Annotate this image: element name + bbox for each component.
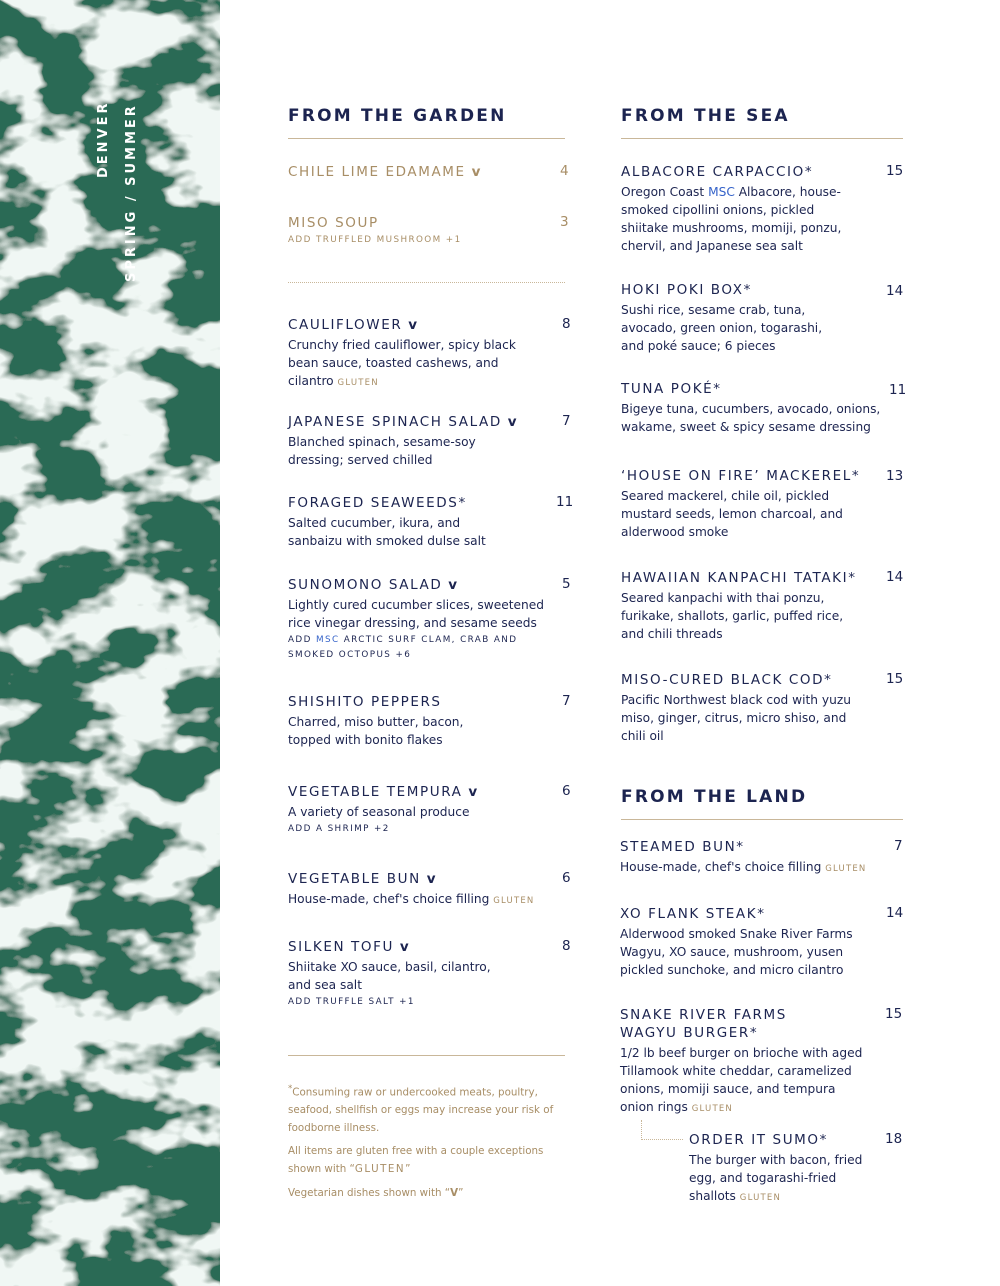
menu-item-spinach-salad [288,413,578,469]
item-price: 11 [889,382,907,398]
item-name: ORDER IT SUMO* [689,1132,828,1148]
msc-label: MSC [315,635,340,645]
item-name: MISO SOUP [288,215,379,231]
menu-item-silken-tofu [288,938,578,1010]
item-addon: ADD MSC ARCTIC SURF CLAM, CRAB AND SMOKED OCTOPUS +6 [288,635,518,660]
item-price: 18 [885,1131,903,1147]
item-price: 4 [560,163,569,179]
vegetarian-mark: v [507,414,517,430]
location-season-label [96,100,146,290]
item-description: House-made, chef's choice filling [620,860,822,874]
menu-item-vegetable-tempura [288,783,578,837]
item-description: Salted cucumber, ikura, and sanbaizu with smoked dulse salt [288,516,486,548]
gluten-tag: GLUTEN [337,378,379,388]
menu-item-order-it-sumo [689,1131,909,1207]
item-name: STEAMED BUN* [620,839,745,855]
item-description: House-made, chef's choice filling [288,892,490,906]
msc-label: MSC [708,185,735,199]
item-name: SHISHITO PEPPERS [288,694,442,710]
item-price: 6 [562,870,571,886]
item-description: Seared kanpachi with thai ponzu, furikake, shallots, garlic, puffed rice, and chili threads [621,591,844,641]
vegetarian-note: Vegetarian dishes shown with “V” [288,1187,464,1199]
menu-item-shishito-peppers [288,693,578,749]
item-price: 11 [556,494,574,510]
item-price: 8 [562,316,571,332]
item-price: 7 [562,413,571,429]
garden-section-title: FROM THE GARDEN [288,106,507,126]
menu-item-xo-flank-steak [620,905,910,979]
notes-rule [288,1055,565,1056]
item-description: Charred, miso butter, bacon, topped with bonito flakes [288,715,464,747]
item-price: 14 [886,905,904,921]
vegetarian-mark: v [408,317,418,333]
item-price: 8 [562,938,571,954]
item-price: 14 [886,283,904,299]
menu-item-hoki-poki-box [621,281,911,355]
item-description: Lightly cured cucumber slices, sweetened rice vinegar dressing, and sesame seeds [288,598,544,630]
item-addon: ADD TRUFFLED MUSHROOM +1 [288,235,462,245]
item-name: VEGETABLE TEMPURA [288,784,463,800]
item-name: ‘HOUSE ON FIRE’ MACKEREL* [621,468,861,484]
item-description: A variety of seasonal produce [288,805,470,819]
sumo-connector [641,1120,683,1140]
ocean-image-strip [0,0,220,1286]
item-description: Seared mackerel, chile oil, pickled mustard seeds, lemon charcoal, and alderwood smoke [621,489,843,539]
menu-item-foraged-seaweeds [288,494,578,550]
vegetarian-mark: v [399,939,409,955]
item-price: 13 [886,468,904,484]
item-price: 7 [562,693,571,709]
item-name: SUNOMONO SALAD [288,577,443,593]
menu-item-edamame [288,163,578,181]
gluten-tag: GLUTEN [825,864,867,874]
item-description: 1/2 lb beef burger on brioche with aged Tillamook white cheddar, caramelized onions, momiji sauce, and tempura onion rings [620,1046,863,1114]
vegetarian-mark: v [468,784,478,800]
item-name: CAULIFLOWER [288,317,403,333]
item-name: TUNA POKÉ* [621,381,722,397]
item-description: Bigeye tuna, cucumbers, avocado, onions, wakame, sweet & spicy sesame dressing [621,402,881,434]
menu-item-albacore-carpaccio [621,163,911,255]
item-description: Blanched spinach, sesame-soy dressing; served chilled [288,435,476,467]
item-name: HOKI POKI BOX* [621,282,752,298]
menu-item-hawaiian-kanpachi-tataki [621,569,911,643]
item-description: Alderwood smoked Snake River Farms Wagyu, XO sauce, mushroom, yusen pickled sunchoke, and micro cilantro [620,927,853,977]
item-description: The burger with bacon, fried egg, and togarashi-fried shallots [689,1153,863,1203]
gluten-tag: GLUTEN [691,1104,733,1114]
menu-item-steamed-bun [620,838,910,878]
sea-section-title: FROM THE SEA [621,106,790,126]
dotted-divider [288,282,565,283]
sea-title-rule [621,138,903,139]
menu-item-house-on-fire-mackerel [621,467,911,541]
garden-title-rule [288,138,565,139]
land-section-title: FROM THE LAND [621,787,808,807]
menu-item-wagyu-burger [620,1006,910,1118]
city-label: DENVER [96,100,111,178]
raw-food-warning: *Consuming raw or undercooked meats, poultry, seafood, shellfish or eggs may increase your risk of foodborne illness. [288,1084,554,1135]
item-name: SNAKE RIVER FARMS WAGYU BURGER* [620,1007,787,1041]
gluten-tag: GLUTEN [739,1193,782,1203]
item-price: 14 [886,569,904,585]
item-description: Pacific Northwest black cod with yuzu miso, ginger, citrus, micro shiso, and chili oil [621,693,851,743]
item-price: 15 [886,671,904,687]
item-name: VEGETABLE BUN [288,871,421,887]
item-name: MISO-CURED BLACK COD* [621,672,833,688]
item-price: 15 [885,1006,903,1022]
item-description: Sushi rice, sesame crab, tuna, avocado, green onion, togarashi, and poké sauce; 6 pieces [621,303,823,353]
vegetarian-mark: v [471,164,481,180]
item-price: 6 [562,783,571,799]
land-title-rule [621,819,903,820]
season-label: SPRING / SUMMER [124,103,139,282]
item-name: CHILE LIME EDAMAME [288,164,466,180]
menu-item-cauliflower [288,316,578,392]
item-price: 15 [886,163,904,179]
item-name: HAWAIIAN KANPACHI TATAKI* [621,570,857,586]
vegetarian-mark: v [448,577,458,593]
item-price: 3 [560,214,569,230]
menu-item-miso-soup [288,214,578,248]
gluten-tag: GLUTEN [493,896,535,906]
gluten-note: All items are gluten free with a couple exceptions shown with “GLUTEN” [288,1145,544,1175]
item-name: JAPANESE SPINACH SALAD [288,414,502,430]
menu-item-miso-cured-black-cod [621,671,911,745]
menu-item-tuna-poke [621,380,911,436]
item-name: ALBACORE CARPACCIO* [621,164,814,180]
item-description: Shiitake XO sauce, basil, cilantro, and sea salt [288,960,491,992]
item-price: 5 [562,576,571,592]
item-name: FORAGED SEAWEEDS* [288,495,467,511]
item-name: XO FLANK STEAK* [620,906,766,922]
menu-item-sunomono-salad [288,576,578,663]
item-price: 7 [894,838,903,854]
item-name: SILKEN TOFU [288,939,394,955]
menu-item-vegetable-bun [288,870,578,910]
item-description: Oregon Coast MSC Albacore, house-smoked cipollini onions, pickled shiitake mushrooms, momiji, ponzu, chervil, and Japanese sea salt [621,185,842,253]
item-description: Crunchy fried cauliflower, spicy black bean sauce, toasted cashews, and cilantro [288,338,516,388]
item-addon: ADD TRUFFLE SALT +1 [288,997,415,1007]
vegetarian-mark: v [426,871,436,887]
item-addon: ADD A SHRIMP +2 [288,824,390,834]
